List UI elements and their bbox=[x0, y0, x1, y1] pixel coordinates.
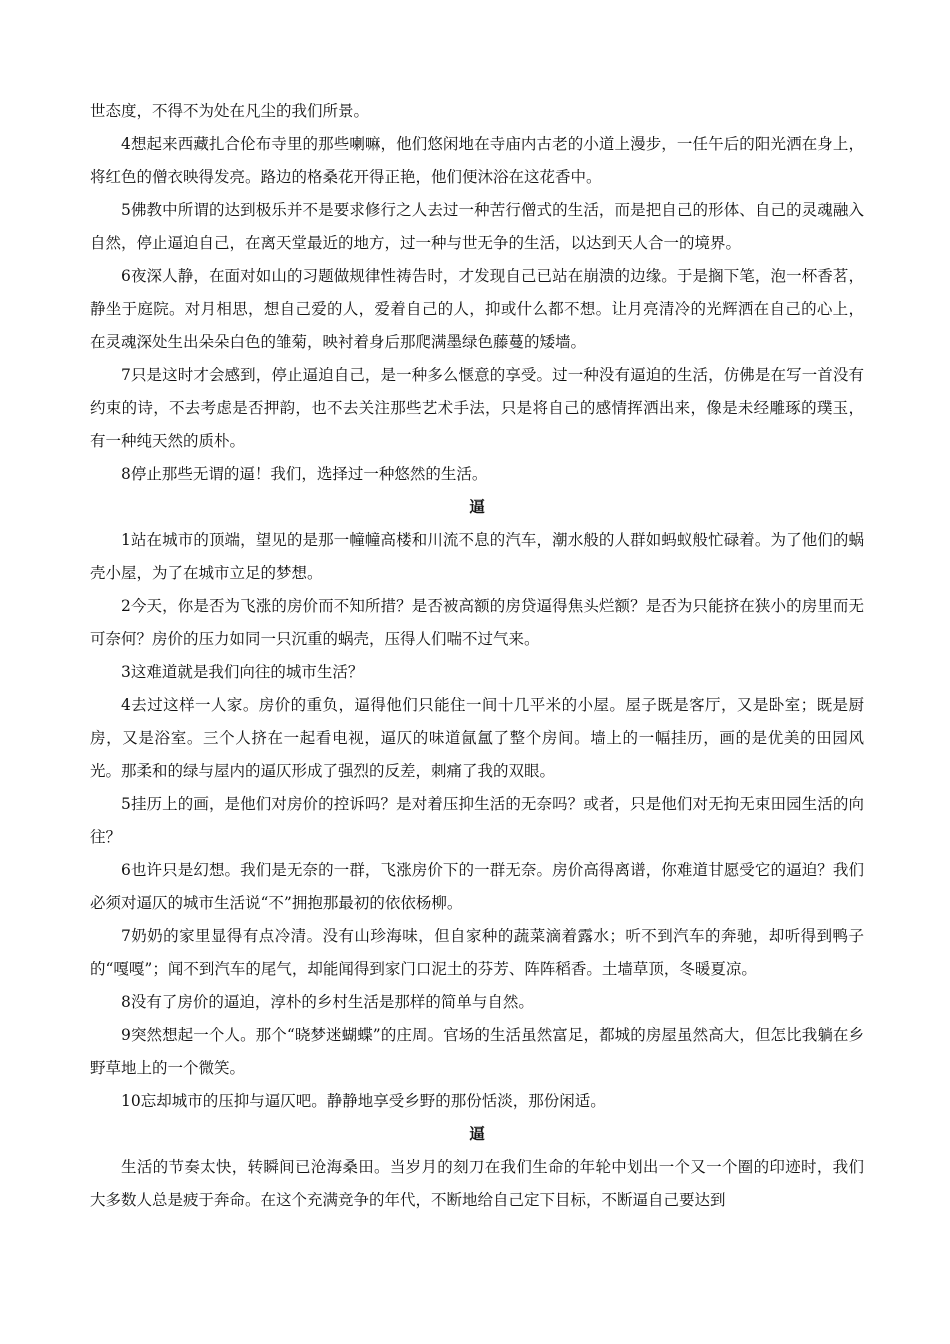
section-3 bbox=[90, 1118, 864, 1217]
paragraph: 生活的节奏太快，转瞬间已沧海桑田。当岁月的刻刀在我们生命的年轮中划出一个又一个圈的印迹时，我们大多数人总是疲于奔命。在这个充满竞争的年代，不断地给自己定下目标，不断逼自己要达到 bbox=[90, 1158, 864, 1209]
paragraph: 7奶奶的家里显得有点冷清。没有山珍海味，但自家种的蔬菜滴着露水；听不到汽车的奔驰，却听得到鸭子的“嘎嘎”；闻不到汽车的尾气，却能闻得到家门口泥土的芬芳、阵阵稻香。土墙草顶，冬暖夏凉。 bbox=[90, 927, 864, 978]
paragraph: 世态度，不得不为处在凡尘的我们所景。 bbox=[90, 102, 370, 120]
section-title: 逼 bbox=[469, 498, 485, 516]
paragraph: 9突然想起一个人。那个“晓梦迷蝴蝶”的庄周。官场的生活虽然富足，都城的房屋虽然高大，但怎比我躺在乡野草地上的一个微笑。 bbox=[90, 1026, 864, 1077]
section-1 bbox=[90, 95, 864, 491]
paragraph: 5挂历上的画，是他们对房价的控诉吗？是对着压抑生活的无奈吗？或者，只是他们对无拘无束田园生活的向往？ bbox=[90, 795, 864, 846]
paragraph: 8停止那些无谓的逼！我们，选择过一种悠然的生活。 bbox=[121, 465, 488, 483]
paragraph: 6夜深人静，在面对如山的习题做规律性祷告时，才发现自己已站在崩溃的边缘。于是搁下笔，泡一杯香茗，静坐于庭院。对月相思，想自己爱的人，爱着自己的人，抑或什么都不想。让月亮清冷的光辉洒在自己的心上，在灵魂深处生出朵朵白色的雏菊，映衬着身后那爬满墨绿色藤蔓的矮墙。 bbox=[90, 267, 864, 351]
paragraph: 3这难道就是我们向往的城市生活？ bbox=[121, 663, 364, 681]
paragraph: 1站在城市的顶端，望见的是那一幢幢高楼和川流不息的汽车，潮水般的人群如蚂蚁般忙碌着。为了他们的蜗壳小屋，为了在城市立足的梦想。 bbox=[90, 531, 864, 582]
paragraph: 8没有了房价的逼迫，淳朴的乡村生活是那样的简单与自然。 bbox=[121, 993, 534, 1011]
paragraph: 7只是这时才会感到，停止逼迫自己，是一种多么惬意的享受。过一种没有逼迫的生活，仿佛是在写一首没有约束的诗，不去考虑是否押韵，也不去关注那些艺术手法，只是将自己的感情挥洒出来，像是未经雕琢的璞玉，有一种纯天然的质朴。 bbox=[90, 366, 864, 450]
paragraph: 4去过这样一人家。房价的重负，逼得他们只能住一间十几平米的小屋。屋子既是客厅，又是卧室；既是厨房，又是浴室。三个人挤在一起看电视，逼仄的味道氤氲了整个房间。墙上的一幅挂历，画的是优美的田园风光。那柔和的绿与屋内的逼仄形成了强烈的反差，刺痛了我的双眼。 bbox=[90, 696, 864, 780]
paragraph: 10忘却城市的压抑与逼仄吧。静静地享受乡野的那份恬淡，那份闲适。 bbox=[121, 1092, 606, 1110]
section-2 bbox=[90, 491, 864, 1118]
section-title: 逼 bbox=[469, 1125, 485, 1143]
paragraph: 6也许只是幻想。我们是无奈的一群，飞涨房价下的一群无奈。房价高得离谱，你难道甘愿受它的逼迫？我们必须对逼仄的城市生活说“不”拥抱那最初的依依杨柳。 bbox=[90, 861, 864, 912]
document-page bbox=[90, 95, 864, 1217]
paragraph: 5佛教中所谓的达到极乐并不是要求修行之人去过一种苦行僧式的生活，而是把自己的形体、自己的灵魂融入自然，停止逼迫自己，在离天堂最近的地方，过一种与世无争的生活，以达到天人合一的境界。 bbox=[90, 201, 864, 252]
paragraph: 4想起来西藏扎合伦布寺里的那些喇嘛，他们悠闲地在寺庙内古老的小道上漫步，一任午后的阳光洒在身上，将红色的僧衣映得发亮。路边的格桑花开得正艳，他们便沐浴在这花香中。 bbox=[90, 135, 864, 186]
paragraph: 2今天，你是否为飞涨的房价而不知所措？是否被高额的房贷逼得焦头烂额？是否为只能挤在狭小的房里而无可奈何？房价的压力如同一只沉重的蜗壳，压得人们喘不过气来。 bbox=[90, 597, 864, 648]
